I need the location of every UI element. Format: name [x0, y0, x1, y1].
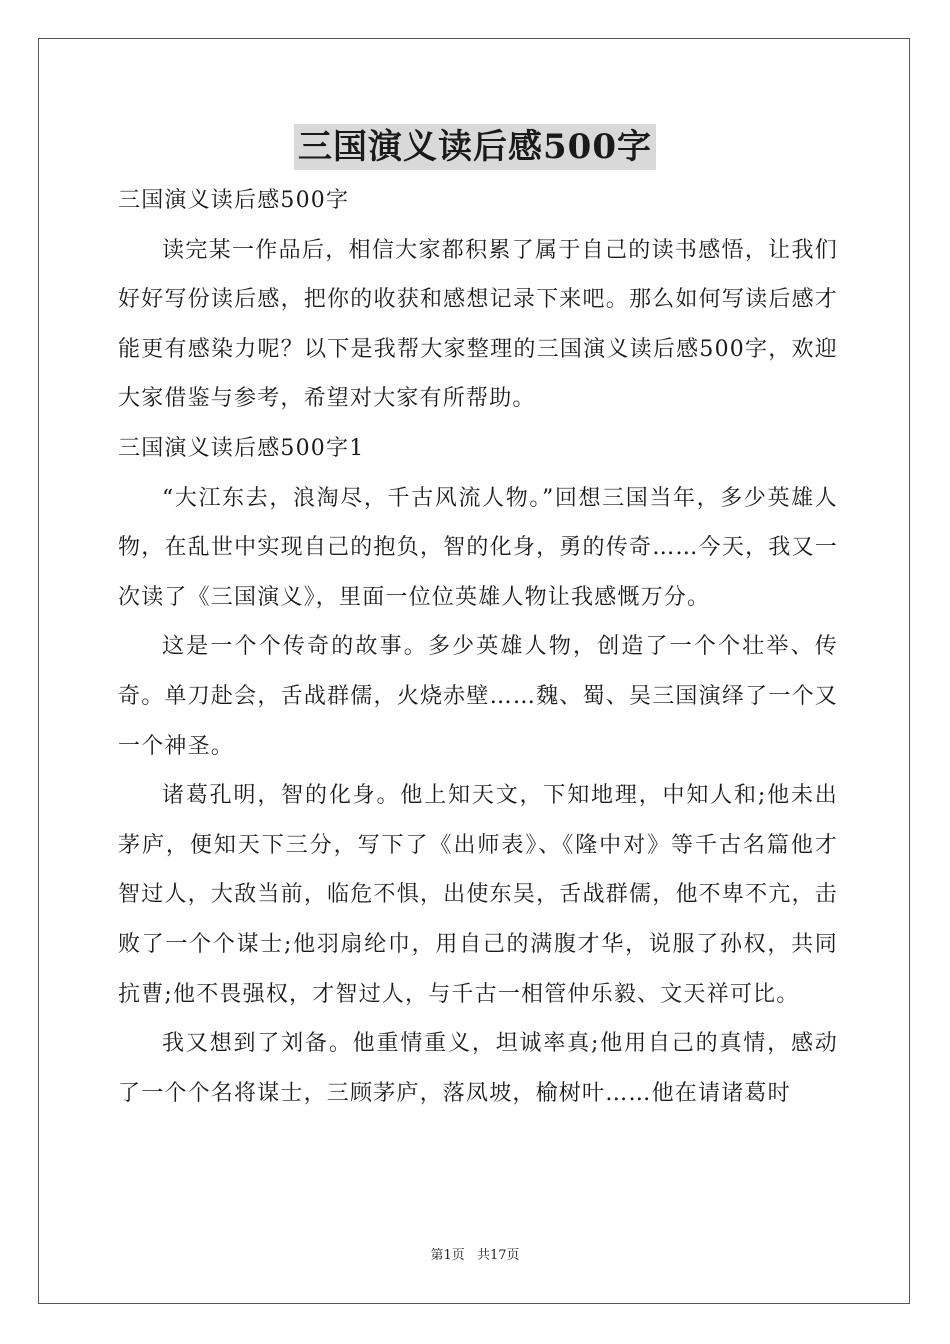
page-total: 共17页	[476, 1248, 520, 1263]
title-container	[0, 124, 950, 170]
page-footer	[0, 1244, 950, 1263]
document-title: 三国演义读后感500字	[294, 124, 656, 170]
body-paragraph: “大江东去，浪淘尽，千古风流人物。”回想三国当年，多少英雄人物，在乱世中实现自己的抱负，智的化身，勇的传奇……今天，我又一次读了《三国演义》，里面一位位英雄人物让我感慨万分。	[118, 485, 838, 610]
page-number: 第1页	[430, 1248, 465, 1263]
document-body	[118, 176, 838, 1118]
body-paragraph: 读完某一作品后，相信大家都积累了属于自己的读书感悟，让我们好好写份读后感，把你的收获和感想记录下来吧。那么如何写读后感才能更有感染力呢？以下是我帮大家整理的三国演义读后感500字，欢迎大家借鉴与参考，希望对大家有所帮助。	[118, 237, 838, 412]
body-paragraph: 我又想到了刘备。他重情重义，坦诚率真;他用自己的真情，感动了一个个名将谋士，三顾茅庐，落凤坡，榆树叶……他在请诸葛时	[118, 1031, 838, 1106]
body-paragraph: 这是一个个传奇的故事。多少英雄人物，创造了一个个壮举、传奇。单刀赴会，舌战群儒，火烧赤壁……魏、蜀、吴三国演绎了一个又一个神圣。	[118, 634, 838, 759]
section-heading: 三国演义读后感500字	[118, 188, 350, 213]
section-heading: 三国演义读后感500字1	[118, 435, 365, 461]
body-paragraph: 诸葛孔明，智的化身。他上知天文，下知地理，中知人和;他未出茅庐，便知天下三分，写下了《出师表》、《隆中对》等千古名篇他才智过人，大敌当前，临危不惧，出使东吴，舌战群儒，他不卑不亢，击败了一个个谋士;他羽扇纶巾，用自己的满腹才华，说服了孙权，共同抗曹;他不畏强权，才智过人，与千古一相管仲乐毅、文天祥可比。	[118, 783, 838, 1007]
